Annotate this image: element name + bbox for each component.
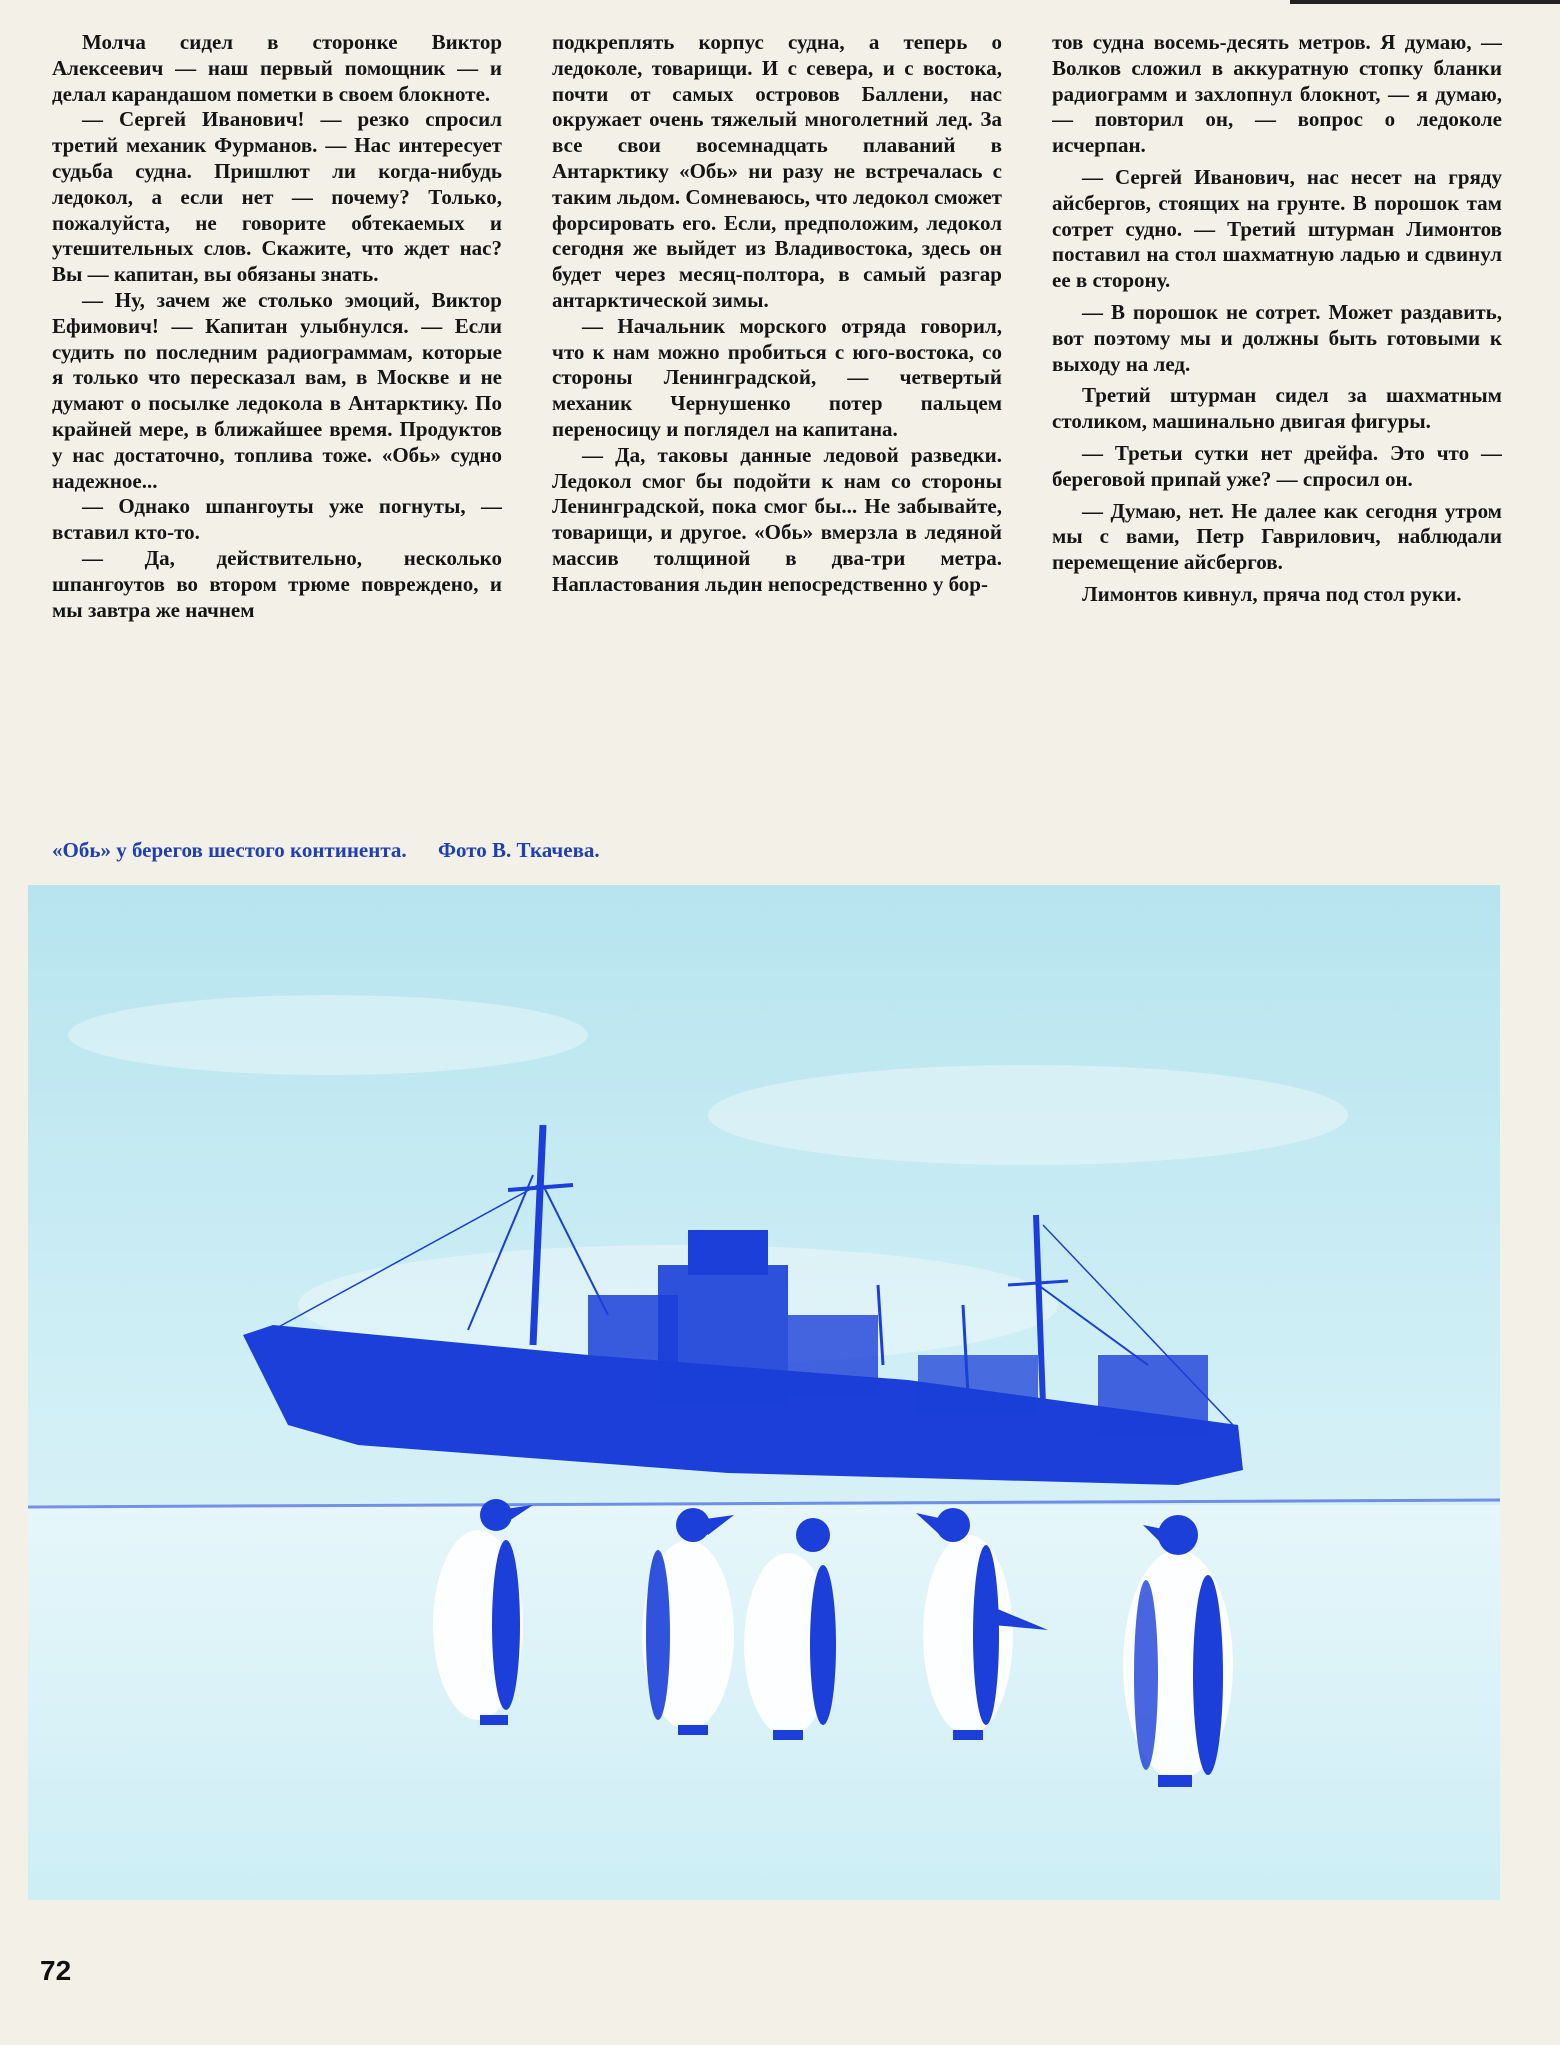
paragraph: — Сергей Иванович! — резко спросил третий механик Фурманов. — Нас интересует судьба судна. Пришлют ли когда-нибудь ледокол, а если нет — почему? Только, пожалуйста, не говорите обтекаемых и утешительных слов. Скажите, что ждет нас? Вы — капитан, вы обязаны знать. <box>52 107 502 287</box>
paragraph: тов судна восемь-десять метров. Я думаю, — Волков сложил в аккуратную стопку бланки радиограмм и захлопнул блокнот, — я думаю, — повторил он, — вопрос о ледоколе исчерпан. <box>1052 30 1502 158</box>
paragraph: — Начальник морского отряда говорил, что к нам можно пробиться с юго-востока, со стороны Ленинградской, — четвертый механик Чернушенко потер пальцем переносицу и поглядел на капитана. <box>552 313 1002 441</box>
paragraph: Молча сидел в сторонке Виктор Алексеевич — наш первый помощник — и делал карандашом пометки в своем блокноте. <box>52 30 502 106</box>
text-column-2 <box>552 30 1002 720</box>
paragraph: — Да, таковы данные ледовой разведки. Ледокол смог бы подойти к нам со стороны Ленинградской, пока смог бы... Не забывайте, товарищи, и другое. «Обь» вмерзла в ледяной массив толщиной в два-три метра. Напластования льдин непосредственно у бор- <box>552 442 1002 596</box>
paragraph: — Думаю, нет. Не далее как сегодня утром мы с вами, Петр Гаврилович, наблюдали перемещение айсбергов. <box>1052 498 1502 575</box>
paragraph: — Третьи сутки нет дрейфа. Это что — береговой припай уже? — спросил он. <box>1052 440 1502 491</box>
photo-caption <box>52 838 952 863</box>
paragraph: Третий штурман сидел за шахматным столиком, машинально двигая фигуры. <box>1052 383 1502 434</box>
paragraph: — Ну, зачем же столько эмоций, Виктор Ефимович! — Капитан улыбнулся. — Если судить по последним радиограммам, которые я только что пересказал вам, в Москве и не думают о посылке ледокола в Антарктику. По крайней мере, в ближайшее время. Продуктов у нас достаточно, топлива тоже. «Обь» судно надежное... <box>52 287 502 493</box>
article-text <box>52 30 1502 720</box>
photo-credit: Фото В. Ткачева. <box>437 838 600 862</box>
paragraph: — Да, действительно, несколько шпангоутов во втором трюме повреждено, и мы завтра же начнем <box>52 545 502 622</box>
text-column-3 <box>1052 30 1502 720</box>
text-column-1 <box>52 30 502 720</box>
paragraph: подкреплять корпус судна, а теперь о ледоколе, товарищи. И с севера, и с востока, почти от самых островов Баллени, нас окружает очень тяжелый многолетний лед. За все свои восемнадцать плаваний в Антарктику «Обь» ни разу не встречалась с таким льдом. Сомневаюсь, что ледокол сможет форсировать его. Если, предположим, ледокол сегодня же выйдет из Владивостока, здесь он будет через месяц-полтора, в самый разгар антарктической зимы. <box>552 30 1002 312</box>
page-number: 72 <box>40 1955 72 1986</box>
ship-photo <box>28 885 1500 1900</box>
paragraph: — Сергей Иванович, нас несет на гряду айсбергов, стоящих на грунте. В порошок там сотрет судно. — Третий штурман Лимонтов поставил на стол шахматную ладью и сдвинул ее в сторону. <box>1052 164 1502 293</box>
paragraph: Лимонтов кивнул, пряча под стол руки. <box>1082 581 1462 606</box>
paragraph: — В порошок не сотрет. Может раздавить, вот поэтому мы и должны быть готовыми к выходу на лед. <box>1052 299 1502 376</box>
ship-and-penguins-illustration <box>28 885 1500 1900</box>
paragraph: — Однако шпангоуты уже погнуты, — вставил кто-то. <box>52 494 502 545</box>
caption-title: «Обь» у берегов шестого континента. <box>52 838 407 862</box>
top-rule <box>1290 0 1560 4</box>
